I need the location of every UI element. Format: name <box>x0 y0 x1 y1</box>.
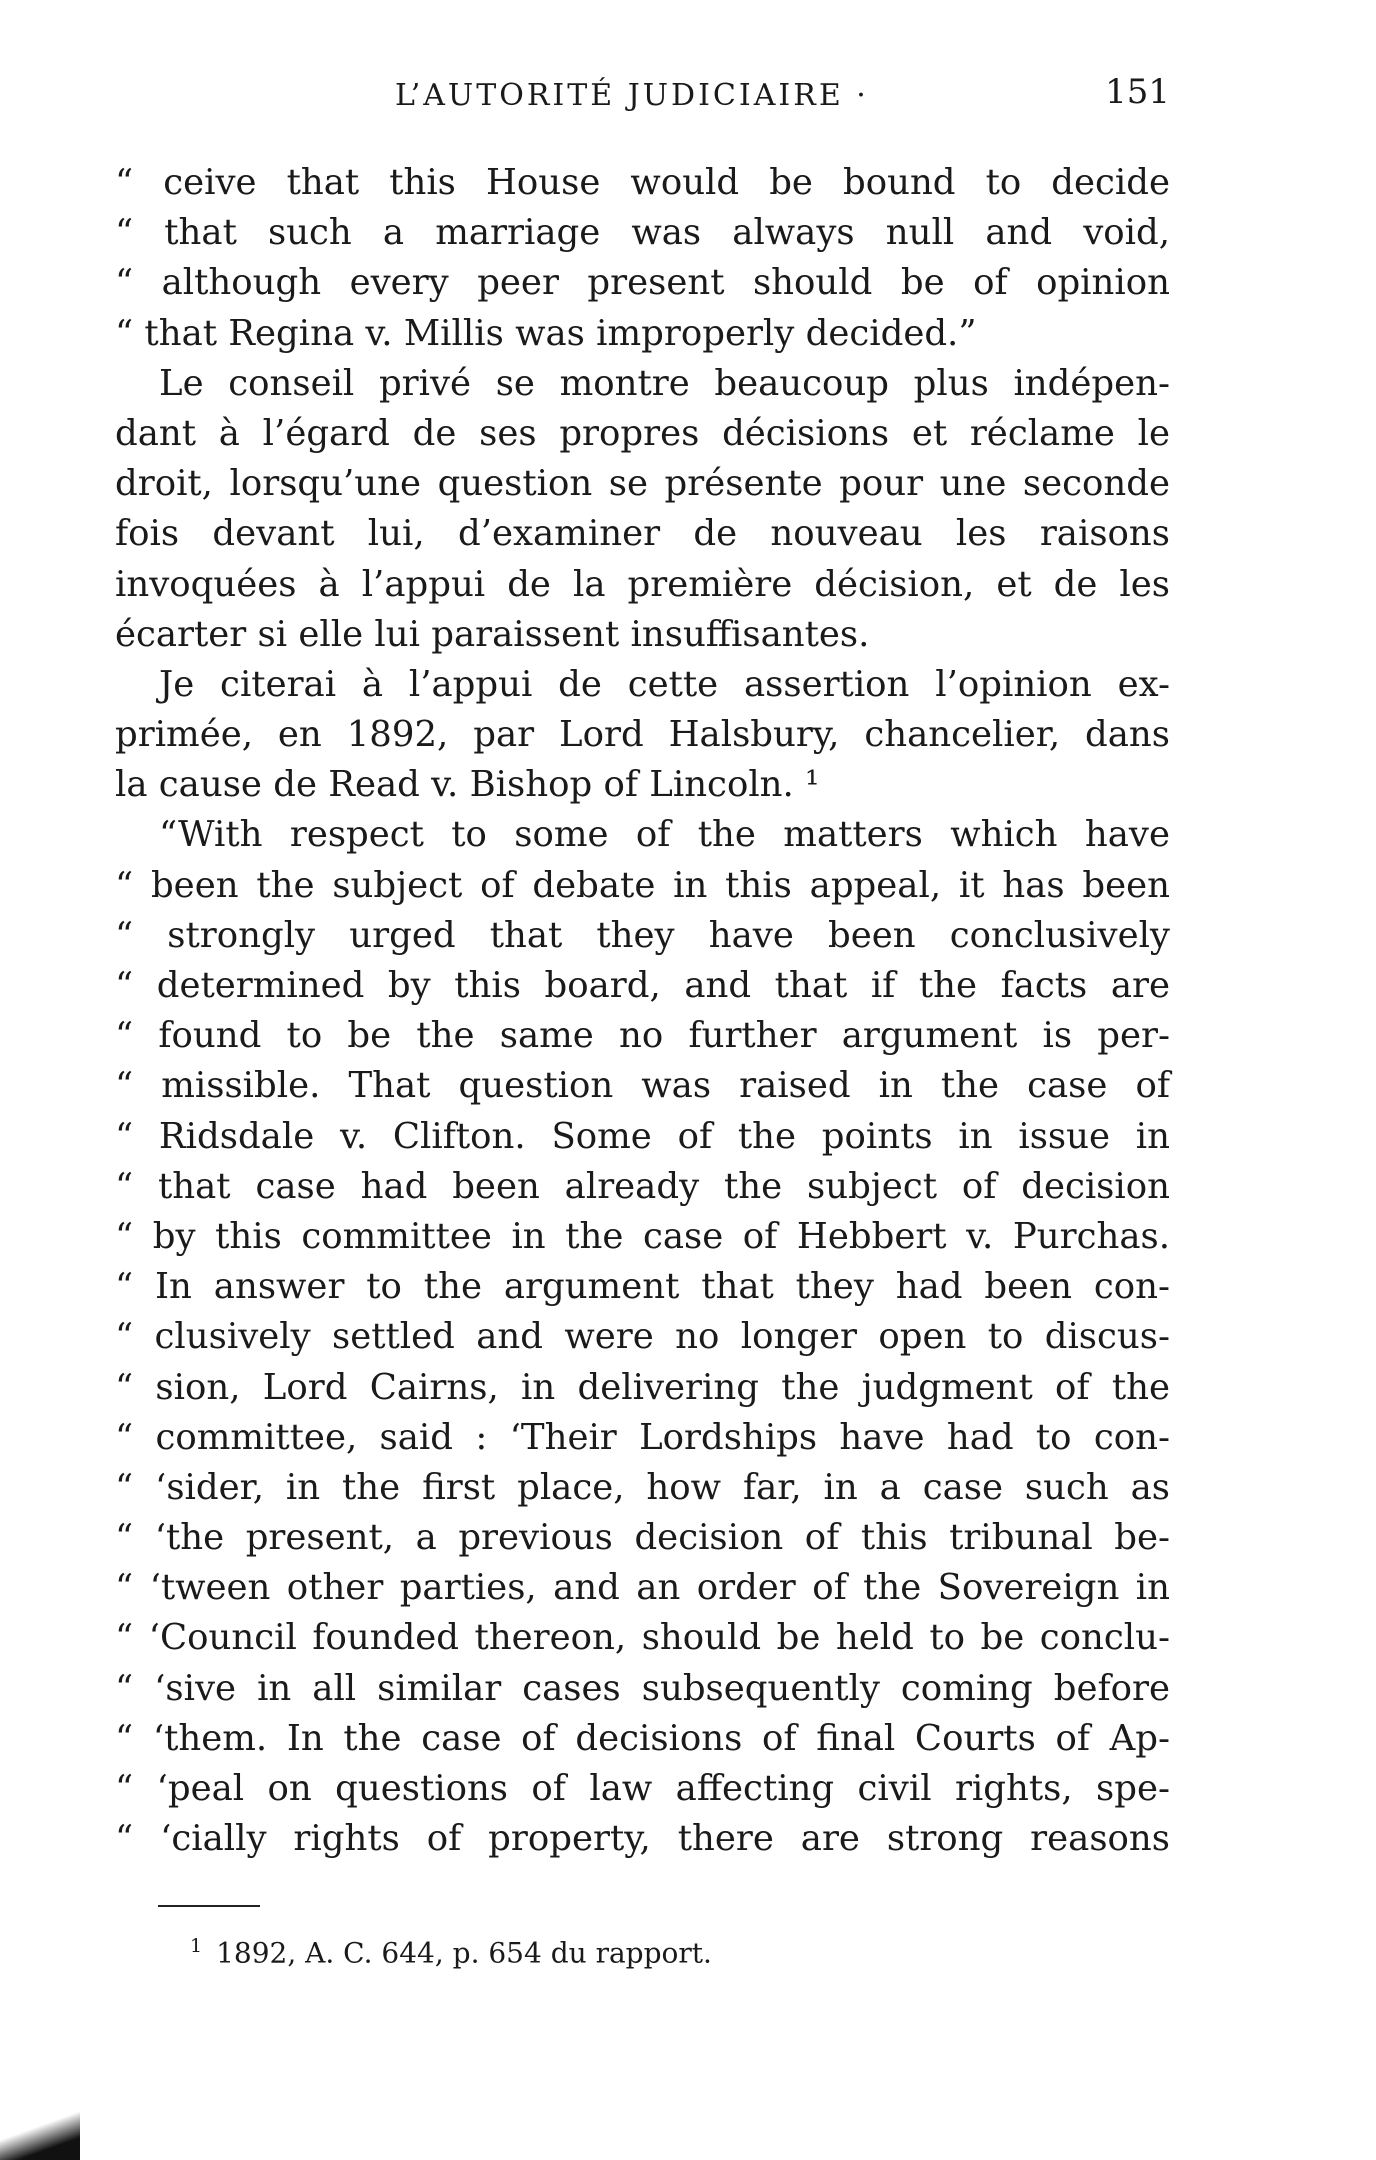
page-edge-shadow <box>0 2100 80 2160</box>
text-line: “ that such a marriage was always null and void, <box>115 212 1170 254</box>
text-line: “ strongly urged that they have been conclusively <box>115 914 1170 956</box>
footnote-divider <box>158 1905 260 1907</box>
text-line: invoquées à l’appui de la première décision, et de les <box>115 563 1170 605</box>
text-line: “ ‘tween other parties, and an order of the Sovereign in <box>115 1567 1170 1609</box>
body-text <box>115 158 1170 1864</box>
text-line: “ ‘sive in all similar cases subsequently coming before <box>115 1667 1170 1709</box>
footnote <box>190 1935 712 1969</box>
text-line: “ that Regina v. Millis was improperly decided.” <box>115 312 977 354</box>
text-line: “ committee, said : ‘Their Lordships have had to con- <box>115 1416 1170 1458</box>
text-line: Je citerai à l’appui de cette assertion l’opinion ex- <box>159 663 1170 705</box>
text-line: “ ‘them. In the case of decisions of final Courts of Ap- <box>115 1717 1170 1759</box>
text-line: “ by this committee in the case of Hebbert v. Purchas. <box>115 1215 1170 1257</box>
text-line: “ ‘cially rights of property, there are strong reasons <box>115 1818 1170 1860</box>
text-line: dant à l’égard de ses propres décisions et réclame le <box>115 412 1170 454</box>
text-line: Le conseil privé se montre beaucoup plus indépen- <box>159 362 1170 404</box>
text-line: “ been the subject of debate in this appeal, it has been <box>115 864 1170 906</box>
text-line: écarter si elle lui paraissent insuffisantes. <box>115 613 870 655</box>
footnote-text: 1892, A. C. 644, p. 654 du rapport. <box>216 1936 712 1970</box>
text-line: “ found to be the same no further argument is per- <box>115 1015 1170 1057</box>
page-number: 151 <box>1105 72 1170 112</box>
footnote-mark: 1 <box>190 1935 203 1957</box>
text-line: “ clusively settled and were no longer open to discus- <box>115 1316 1170 1358</box>
text-line: “ that case had been already the subject of decision <box>115 1165 1170 1207</box>
running-head: L’AUTORITÉ JUDICIAIRE · <box>395 78 869 113</box>
text-line: “ although every peer present should be of opinion <box>115 262 1170 304</box>
text-line: “ ‘peal on questions of law affecting civil rights, spe- <box>115 1768 1170 1809</box>
text-line: “ missible. That question was raised in the case of <box>115 1065 1170 1107</box>
text-line: droit, lorsqu’une question se présente pour une seconde <box>115 463 1170 505</box>
page-header <box>115 72 1170 118</box>
text-line: “ Ridsdale v. Clifton. Some of the points in issue in <box>115 1115 1170 1157</box>
text-line: “ In answer to the argument that they had been con- <box>115 1266 1170 1308</box>
text-line: fois devant lui, d’examiner de nouveau les raisons <box>115 513 1170 555</box>
text-line: “With respect to some of the matters which have <box>159 814 1170 856</box>
text-line: “ ‘Council founded thereon, should be held to be conclu- <box>115 1617 1170 1659</box>
text-line: la cause de Read v. Bishop of Lincoln. ¹ <box>115 764 820 806</box>
text-line: “ ceive that this House would be bound to decide <box>115 162 1170 203</box>
text-line: “ ‘the present, a previous decision of this tribunal be- <box>115 1517 1170 1559</box>
text-line: primée, en 1892, par Lord Halsbury, chancelier, dans <box>115 714 1170 756</box>
text-line: “ sion, Lord Cairns, in delivering the judgment of the <box>115 1366 1170 1408</box>
text-line: “ determined by this board, and that if the facts are <box>115 965 1170 1006</box>
text-line: “ ‘sider, in the first place, how far, in a case such as <box>115 1466 1170 1508</box>
